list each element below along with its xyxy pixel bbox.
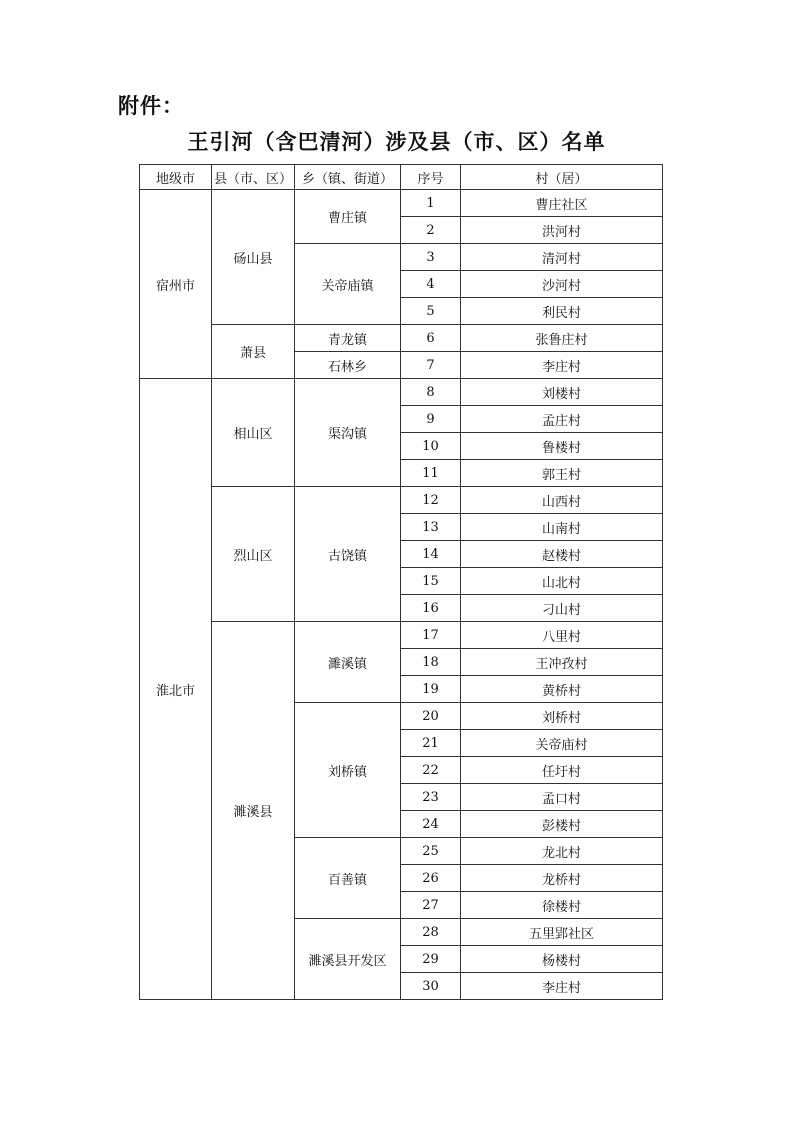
attachment-label: 附件： [118, 94, 184, 118]
township-cell: 百善镇 [295, 838, 401, 919]
row-number: 28 [401, 919, 461, 946]
row-number: 2 [401, 217, 461, 244]
village-name: 黄桥村 [461, 676, 663, 703]
village-name: 关帝庙村 [461, 730, 663, 757]
row-number: 15 [401, 568, 461, 595]
header-township: 乡（镇、街道） [295, 165, 401, 190]
row-number: 11 [401, 460, 461, 487]
village-name: 刘桥村 [461, 703, 663, 730]
row-number: 17 [401, 622, 461, 649]
village-name: 清河村 [461, 244, 663, 271]
village-name: 利民村 [461, 298, 663, 325]
row-number: 25 [401, 838, 461, 865]
township-cell: 渠沟镇 [295, 379, 401, 487]
page-title: 王引河（含巴清河）涉及县（市、区）名单 [187, 130, 606, 154]
table-row [140, 379, 663, 406]
row-number: 1 [401, 190, 461, 217]
table-row [140, 325, 663, 352]
row-number: 24 [401, 811, 461, 838]
city-cell: 宿州市 [140, 190, 212, 379]
village-name: 山南村 [461, 514, 663, 541]
township-cell: 石林乡 [295, 352, 401, 379]
row-number: 8 [401, 379, 461, 406]
village-name: 龙桥村 [461, 865, 663, 892]
row-number: 10 [401, 433, 461, 460]
village-name: 王冲孜村 [461, 649, 663, 676]
header-village: 村（居） [461, 165, 663, 190]
village-name: 鲁楼村 [461, 433, 663, 460]
village-name: 山北村 [461, 568, 663, 595]
table-row [140, 190, 663, 217]
village-roster-table [139, 164, 663, 1000]
row-number: 5 [401, 298, 461, 325]
county-cell: 萧县 [212, 325, 295, 379]
header-city: 地级市 [140, 165, 212, 190]
village-name: 徐楼村 [461, 892, 663, 919]
township-cell: 刘桥镇 [295, 703, 401, 838]
village-name: 洪河村 [461, 217, 663, 244]
village-name: 张鲁庄村 [461, 325, 663, 352]
header-county: 县（市、区） [212, 165, 295, 190]
row-number: 7 [401, 352, 461, 379]
village-name: 八里村 [461, 622, 663, 649]
row-number: 23 [401, 784, 461, 811]
village-name: 刘楼村 [461, 379, 663, 406]
table-row [140, 487, 663, 514]
township-cell: 濉溪镇 [295, 622, 401, 703]
row-number: 27 [401, 892, 461, 919]
row-number: 20 [401, 703, 461, 730]
village-name: 刁山村 [461, 595, 663, 622]
village-name: 沙河村 [461, 271, 663, 298]
header-number: 序号 [401, 165, 461, 190]
row-number: 21 [401, 730, 461, 757]
row-number: 14 [401, 541, 461, 568]
row-number: 12 [401, 487, 461, 514]
village-name: 曹庄社区 [461, 190, 663, 217]
row-number: 13 [401, 514, 461, 541]
row-number: 9 [401, 406, 461, 433]
township-cell: 青龙镇 [295, 325, 401, 352]
township-cell: 濉溪县开发区 [295, 919, 401, 1000]
row-number: 26 [401, 865, 461, 892]
row-number: 29 [401, 946, 461, 973]
village-name: 五里郢社区 [461, 919, 663, 946]
county-cell: 砀山县 [212, 190, 295, 325]
table-header-row [140, 165, 663, 190]
village-name: 彭楼村 [461, 811, 663, 838]
township-cell: 曹庄镇 [295, 190, 401, 244]
village-name: 李庄村 [461, 352, 663, 379]
county-cell: 烈山区 [212, 487, 295, 622]
township-cell: 古饶镇 [295, 487, 401, 622]
row-number: 19 [401, 676, 461, 703]
village-name: 赵楼村 [461, 541, 663, 568]
city-cell: 淮北市 [140, 379, 212, 1000]
row-number: 16 [401, 595, 461, 622]
village-name: 杨楼村 [461, 946, 663, 973]
township-cell: 关帝庙镇 [295, 244, 401, 325]
village-name: 郭王村 [461, 460, 663, 487]
row-number: 30 [401, 973, 461, 1000]
village-name: 山西村 [461, 487, 663, 514]
row-number: 4 [401, 271, 461, 298]
row-number: 3 [401, 244, 461, 271]
county-cell: 濉溪县 [212, 622, 295, 1000]
village-name: 孟庄村 [461, 406, 663, 433]
row-number: 22 [401, 757, 461, 784]
village-name: 龙北村 [461, 838, 663, 865]
row-number: 18 [401, 649, 461, 676]
table-row [140, 622, 663, 649]
row-number: 6 [401, 325, 461, 352]
village-name: 孟口村 [461, 784, 663, 811]
village-name: 李庄村 [461, 973, 663, 1000]
county-cell: 相山区 [212, 379, 295, 487]
village-name: 任圩村 [461, 757, 663, 784]
